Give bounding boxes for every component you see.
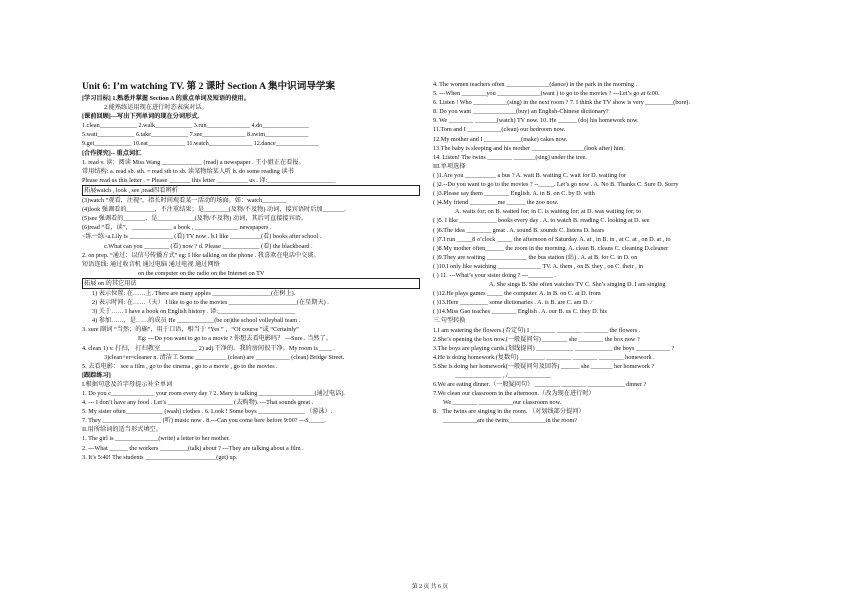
left-column-line: 1. read v. 读；阅读 Miss Wang _____________ (read) a newspaper . 王小姐正在看报。 (82, 158, 305, 166)
left-column-line: Please read us this letter . = Please _______ this letter __________ us . 译:______________________ (82, 176, 336, 184)
left-column-line: 3)clean+er=cleaner n. 清洁工 Some __________ (clean) are ___________ (clean) Bridge Street. (104, 353, 345, 361)
right-column (433, 80, 793, 426)
left-column-line: 2.能熟练运用现在进行时态表演对话。 (104, 104, 208, 112)
right-column-line: 11.Tom and I ___________(clean) our bedroom now. (433, 126, 566, 134)
left-column-line: <练一练>a.Lily is ______________ (看) TV now . b.I like __________(看) books after school . (82, 233, 322, 241)
right-column-line: ( )10.I only like watching ______________ TV. A. them , on B. they , on C. their , in (433, 262, 644, 270)
right-column-line: _______________ , /______________ (455, 372, 552, 379)
right-column-line: ( )4.My friend _________me ______ the zoo now. (433, 199, 559, 207)
right-column-line: ( )5. I like ____________ books every day . A. to watch B. reading C. looking at D. see (433, 217, 650, 225)
left-column-line: Eg: ---Do you want to go to a movie ? 你想去看电影吗？ ---Sure . 当然了。 (138, 335, 332, 343)
left-column-line: II.用所给词的适当形式填空。 (82, 426, 162, 434)
right-column-line: ( )3.Please say them ________ English. A. in B. on C. by D. with (433, 190, 595, 198)
left-column-line: 9.get____________ 10.eat____________ 11.watch______________ 12.dance______________ (82, 140, 320, 148)
right-column-line: 5.She is doing her homework(一般疑问句及回答) ______ she _______ her homework ? (433, 362, 655, 370)
right-column-line: 5. ---When ________you ______________(want ) to go to the movies ? ---Let’s go at 6:00. (433, 90, 660, 98)
left-column-line: [跟踪练习] (82, 371, 111, 379)
left-column-line: on the computer on the radio on the Internet on TV (138, 269, 265, 277)
right-column-line: 8. Do you want ______________(buy) an English-Chinese dictionary? (433, 108, 609, 116)
right-column-line: ( )12.He plays games _____ the computer. A. in B. on C. at D. from (433, 290, 601, 298)
left-column-line: 4. clean 1) v. 打扫， 打扫教室____________ 2) adj.干净的。我的房间很干净。My room is ____ . (82, 344, 335, 352)
right-column-line: III.单项选择 (433, 162, 466, 170)
right-column-line: 4. The women teachers often ______________(dance) in the park in the morning . (433, 81, 638, 88)
right-column-line: We ________ ___________our classroom now. (443, 399, 562, 407)
right-column-line: 12.My mother and I ____________(make) cakes now. (433, 135, 568, 143)
left-column-line: c.What can you ________ (看) now ? d. Please ____________ (看) the blackboard . (104, 242, 313, 250)
left-column-line: [学习目标] 1.熟悉并掌握 Section A 的重点单词及短语的使用。 (82, 95, 250, 102)
left-column-line: 2. on prep. “通过；以信号传播方式” eg: I like talking on the phone . 我喜欢在电话中交谈。 (82, 251, 320, 259)
left-column-line: 1.clean____________ 2.walk____________ 3.run______________ 4.do_______________ (82, 122, 309, 130)
left-column (82, 80, 420, 462)
right-column-line: 9. We ________ _______(watch) TV now. 10. He ______ (do) his homework now. (433, 117, 639, 125)
left-column-line: (5)see 强调看的_______，是____________(及物/不及物) 动词，其后可直接接宾语。 (82, 215, 308, 223)
left-column-line: 1. Do you c______________ your room every day ? 2. Mary is talking __________________(通过电话). (82, 390, 345, 397)
left-column-line: I.根据句意及首字母提示补全单词 (82, 380, 173, 388)
left-column-line: 拓展watch , look , see ,read四看辨析 (82, 185, 420, 196)
left-column-line: 4. --- I don’t have any food . Let’s _____________________ (去购物). ---That sounds great . (82, 399, 314, 407)
right-column-line: 三.句型转换 (433, 317, 466, 325)
left-column-line: 5. 去看电影： see a film , go to the cinema , go to a movie , go to the movies . (82, 362, 278, 370)
left-column-line: 1) 表示位置: 在……上. There are many apples ___________________(在树上). (92, 289, 296, 297)
right-column-line: ( )7.I run _____8 o’clock _____ the afternoon of Saturday. A. at , in B. in , at C. at , on D. at , to (433, 235, 671, 243)
right-column-line: ( )14.Miss Gao teaches ________ English . A. our B. us C. they D. his (433, 308, 607, 316)
left-column-line: (3)watch “观看，注视”，指长时间观看某一活动的场面。如：watch________ (82, 197, 287, 205)
left-column-line: [合作探究]-- 重点词汇 (82, 149, 142, 157)
left-column-line: 5.wait____________ 6.take____________ 7.see______________ 8.swim______________ (82, 131, 309, 139)
left-column-line: 3. sure 副词 “当然；的确”，用于口语，相当于 “Yes ” ，“Of course ”或 “Certainly” (82, 326, 299, 334)
right-column-line: 4.He is doing homework.(复数句) ________ ________ ________ ________ homework . (433, 353, 655, 361)
left-column-line: (6)read “看，读”，_____________ a book , ______________ newspapers . (82, 224, 272, 232)
right-column-line: 6. Listen ! Who ___________(sing) in the next room ? 7. I think the TV show is very _________(bore). (433, 99, 690, 107)
right-column-line: ( )6.The idea ________ great . A. sound B. sounds C. listens D. hears (433, 226, 605, 234)
left-column-line: 7. They ___________________ (听) music now . 8.---Can you come here before 9:00? ---S_____. (82, 417, 326, 425)
left-column-line: 3. It’s 5:40! The students _______________________(get) up. (82, 453, 238, 461)
right-column-line: 8．The twins are singing in the room. （对划线部分提问） (433, 408, 585, 416)
right-column-line: A. waits for; on B. waited for; in C. is waiting for; at D. was waiting for; to (455, 208, 642, 216)
right-column-line: ( )13.Here _________ some dictionaries . A. is B. are C. am D. / (433, 299, 593, 307)
right-column-line: ( )1.Are you __________ a bus ? A. wait B. waiting C. wait for D. waiting for (433, 171, 626, 179)
page-footer: 第 2 页 共 6 页 (411, 584, 449, 590)
right-column-line: ( ) 11. ---What’s your sister doing ? ---________ . (433, 271, 556, 279)
left-column-line: (4)look 强调看的_________，不注重结果；是________(及物/不及物) 动词，接宾语时后加_______. (82, 206, 346, 214)
left-column-line: 2) 表示时间: 在……（天） I like to go to the movies ______________________(在星期天) . (92, 299, 329, 307)
right-column-line: A. She sings B. She often watches TV C. She’s singing D. I am singing (489, 281, 666, 289)
left-column-line: 短语连线: 通过收音机 通过电脑 通过电视 通过网络 (82, 260, 220, 268)
left-column-line: 4) 参加……，是……的成员 He ____________(be on)the school volleyball team . (92, 317, 301, 325)
left-column-line: 5. My sister often____________ (wash) clothes . 6. Look ! Some boys _______________ （游泳）. (82, 408, 333, 416)
right-column-line: ( )2.--Do you want to go to the movies ? --_____. Let’s go now . A. No B. Thanks C. Sure D. Sorry (433, 181, 679, 189)
right-column-line: 13.The baby is sleeping and his mother _________________(look after) him. (433, 144, 625, 152)
right-column-line: 2.She’s opening the box now.(一般疑问句) ________ she ________ the box now ? (433, 335, 640, 343)
left-column-line: 1. The girl is ______________(write) a letter to her mother. (82, 435, 230, 443)
left-column-line: 常用结构: a. read sb. sth. = read sth to sb. 读某物给某人听 b. do some reading 读书 (82, 167, 294, 175)
right-column-line: 6.We are eating dinner.（一般疑问句） ________ ________ ____________ dinner ? (433, 381, 647, 389)
right-column-line: 14. Listen! The twins ________ _______(sing) under the tree. (433, 153, 587, 161)
left-column-line: Unit 6: I’m watching TV. 第 2 课时 Section A 集中识词导学案 (82, 81, 336, 92)
left-column-line: 2. ---What ______ the workers _________(talk) about ? ---They are talking about a film . (82, 444, 304, 452)
left-column-line: 拓展 on 的其它用法 (82, 278, 420, 289)
left-column-line: 3) 关于…… I have a book on English history . 译:_________________________ (92, 308, 296, 316)
right-column-line: ( )9.They are waiting _____________ the bus station (站) . A. at B. for C. in D. on (433, 253, 638, 261)
right-column-line: ( )8.My mother often______ the room in the morning. A. clean B. cleans C. cleaning D.cleaner (433, 244, 669, 252)
left-column-line: [课前回顾]—写出下列单词的现在分词形式. (82, 113, 200, 121)
right-column-line: 3.The boys are playing cards.(划线提问) ____________ ____________ the boys ___________ ? (433, 344, 675, 352)
right-column-line: 7.We clean our classroom in the afternoon.（改为现在进行时） (433, 390, 595, 398)
right-column-line: ___________are the twins____________in the room? (443, 417, 578, 425)
right-column-line: 1.I am watering the flowers.(否定句) I ________ ________ ________ the flowers . (433, 326, 641, 334)
